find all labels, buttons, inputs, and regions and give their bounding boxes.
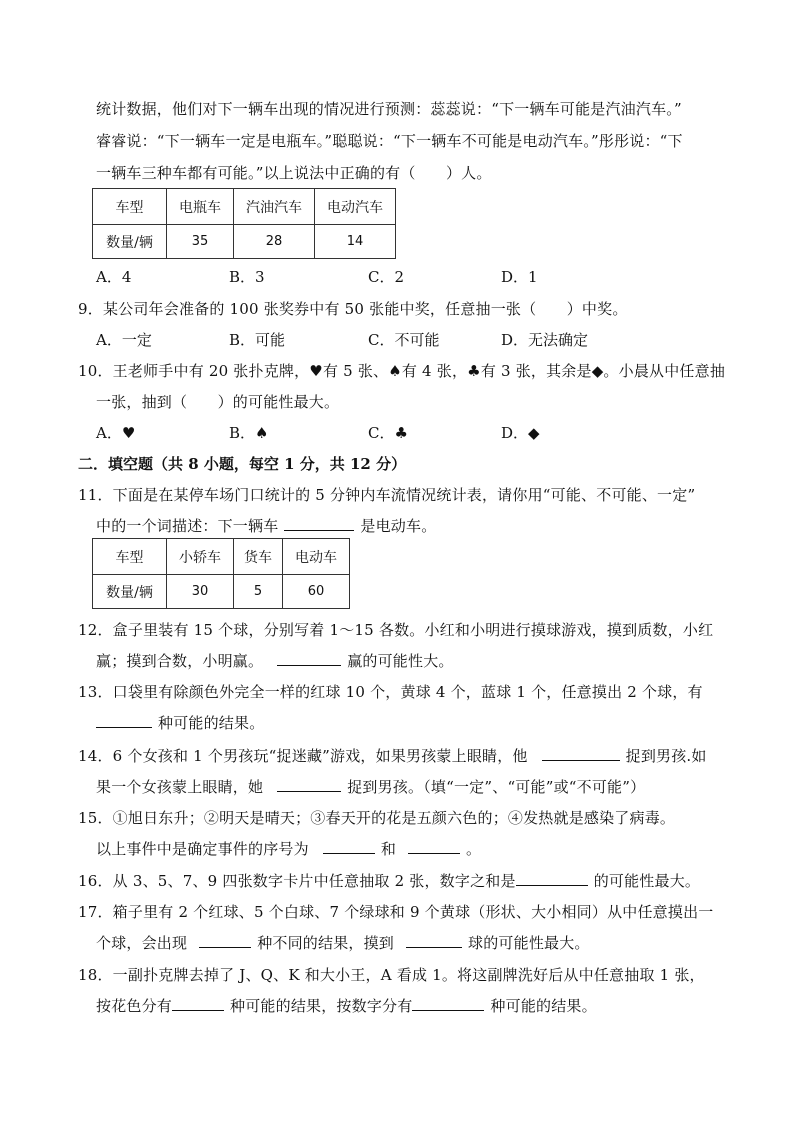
q17-text-c: 球的可能性最大。: [468, 934, 590, 952]
table-header-cell: 车型: [93, 539, 167, 575]
option-a: A．4: [96, 268, 132, 286]
q8-vehicle-table: [92, 188, 396, 259]
q11-text-a: 中的一个词描述：下一辆车: [96, 517, 279, 535]
answer-blank[interactable]: [172, 996, 224, 1011]
option-d: D．无法确定: [501, 331, 589, 349]
option-b: B．♠: [229, 424, 269, 442]
q15-line-2: [96, 838, 481, 859]
q14-text-a: 14．6 个女孩和 1 个男孩玩“捉迷藏”游戏，如果男孩蒙上眼睛，他: [78, 747, 528, 765]
option-d: D．1: [501, 268, 538, 286]
table-header-cell: 电动汽车: [315, 189, 396, 225]
q14-text-b: 捉到男孩.如: [625, 747, 707, 765]
q16-text-a: 16．从 3、5、7、9 四张数字卡片中任意抽取 2 张，数字之和是: [78, 872, 516, 890]
table-cell: 14: [315, 225, 396, 259]
q8-line-3: 一辆车三种车都有可能。”以上说法中正确的有（ ）人。: [96, 164, 492, 182]
table-cell: 35: [167, 225, 234, 259]
answer-blank[interactable]: [516, 871, 588, 886]
answer-blank[interactable]: [406, 933, 462, 948]
table-header-cell: 电瓶车: [167, 189, 234, 225]
option-a: A．一定: [96, 331, 152, 349]
table-cell: 30: [167, 575, 234, 609]
table-cell: 28: [234, 225, 315, 259]
q11-vehicle-table: [92, 538, 350, 609]
option-b: B．可能: [229, 331, 286, 349]
q15-text-b: 和: [380, 840, 397, 858]
q11-line-2: [96, 515, 436, 536]
answer-blank[interactable]: [96, 713, 152, 728]
q13-line-1: 13．口袋里有除颜色外完全一样的红球 10 个，黄球 4 个，蓝球 1 个，任意摸出 2 个球，有: [78, 683, 703, 701]
q18-line-2: [96, 995, 597, 1016]
answer-blank[interactable]: [542, 746, 620, 761]
option-c: C．2: [368, 268, 405, 286]
q12-text-a: 赢；摸到合数，小明赢。: [96, 652, 264, 670]
q9-line-1: 9．某公司年会准备的 100 张奖券中有 50 张能中奖，任意抽一张（ ）中奖。: [78, 300, 628, 318]
q13-line-2: [96, 712, 264, 733]
table-header-cell: 货车: [234, 539, 283, 575]
answer-blank[interactable]: [412, 996, 484, 1011]
q13-text-b: 种可能的结果。: [158, 714, 265, 732]
q18-text-c: 种可能的结果。: [490, 997, 597, 1015]
table-header-cell: 小轿车: [167, 539, 234, 575]
q11-line-1: 11．下面是在某停车场门口统计的 5 分钟内车流情况统计表，请你用“可能、不可能、一定”: [78, 486, 696, 504]
q18-text-a: 按花色分有: [96, 997, 173, 1015]
q17-text-a: 个球，会出现: [96, 934, 188, 952]
option-a: A．♥: [96, 424, 136, 442]
q10-line-2: 一张，抽到（ ）的可能性最大。: [96, 393, 340, 411]
table-cell: 数量/辆: [93, 575, 167, 609]
option-d: D．◆: [501, 424, 540, 442]
q18-text-b: 种可能的结果，按数字分有: [230, 997, 413, 1015]
q16-text-b: 的可能性最大。: [593, 872, 701, 890]
table-header-cell: 电动车: [283, 539, 350, 575]
q10-line-1: 10．王老师手中有 20 张扑克牌，♥有 5 张、♠有 4 张，♣有 3 张，其余是◆。小晨从中任意抽: [78, 362, 726, 380]
table-cell: 5: [234, 575, 283, 609]
option-c: C．♣: [368, 424, 408, 442]
q8-line-2: 睿睿说：“下一辆车一定是电瓶车。”聪聪说：“下一辆车不可能是电动汽车。”彤彤说：“下: [96, 132, 683, 150]
answer-blank[interactable]: [284, 516, 354, 531]
table-cell: 数量/辆: [93, 225, 167, 259]
q14-text-c: 果一个女孩蒙上眼睛，她: [96, 778, 264, 796]
q14-text-d: 捉到男孩。（填“一定”、“可能”或“不可能”）: [347, 778, 646, 796]
q14-line-1: [78, 745, 707, 766]
answer-blank[interactable]: [277, 777, 341, 792]
answer-blank[interactable]: [408, 839, 460, 854]
q17-line-1: 17．箱子里有 2 个红球、5 个白球、7 个绿球和 9 个黄球（形状、大小相同）从中任意摸出一: [78, 903, 714, 921]
table-header-cell: 汽油汽车: [234, 189, 315, 225]
q15-text-c: 。: [466, 840, 482, 858]
q15-text-a: 以上事件中是确定事件的序号为: [96, 840, 309, 858]
answer-blank[interactable]: [277, 651, 341, 666]
table-header-cell: 车型: [93, 189, 167, 225]
q8-line-1: 统计数据，他们对下一辆车出现的情况进行预测：蕊蕊说：“下一辆车可能是汽油汽车。”: [96, 100, 682, 118]
q17-text-b: 种不同的结果，摸到: [257, 934, 395, 952]
option-b: B．3: [229, 268, 265, 286]
section-heading: 二．填空题（共 8 小题，每空 1 分，共 12 分）: [78, 455, 407, 473]
q12-text-b: 赢的可能性大。: [347, 652, 454, 670]
table-cell: 60: [283, 575, 350, 609]
option-c: C．不可能: [368, 331, 440, 349]
q18-line-1: 18．一副扑克牌去掉了 J、Q、K 和大小王，A 看成 1。将这副牌洗好后从中任意抽取 1 张，: [78, 966, 705, 984]
q12-line-1: 12．盒子里装有 15 个球，分别写着 1～15 各数。小红和小明进行摸球游戏，摸到质数，小红: [78, 621, 714, 639]
q12-line-2: [96, 650, 454, 671]
q16-line-1: [78, 870, 700, 891]
answer-blank[interactable]: [323, 839, 375, 854]
q11-text-b: 是电动车。: [360, 517, 437, 535]
answer-blank[interactable]: [199, 933, 251, 948]
q14-line-2: [96, 776, 645, 797]
q17-line-2: [96, 932, 590, 953]
q15-line-1: 15．①旭日东升；②明天是晴天；③春天开的花是五颜六色的；④发热就是感染了病毒。: [78, 809, 676, 827]
